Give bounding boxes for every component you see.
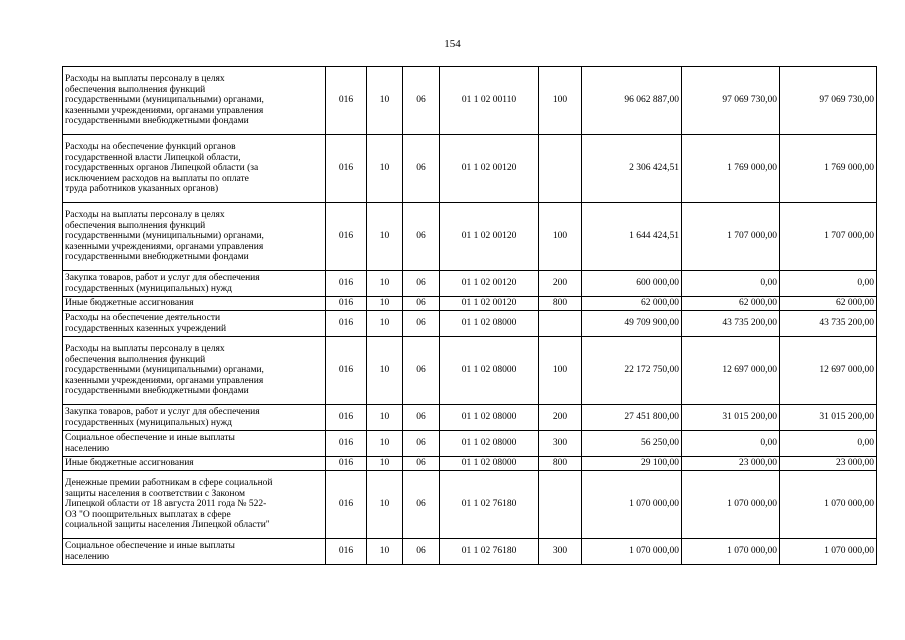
amount-year1-cell: 22 172 750,00 — [582, 337, 682, 405]
budget-table — [62, 66, 877, 565]
expense-name-cell — [63, 297, 326, 311]
section-code-cell: 10 — [367, 431, 403, 457]
expense-name-line: государственными внебюджетными фондами — [65, 252, 249, 263]
amount-year3-cell: 0,00 — [780, 271, 877, 297]
expense-name-line: Закупка товаров, работ и услуг для обеспечения — [65, 272, 260, 283]
subsection-code-cell: 06 — [403, 135, 440, 203]
ministry-code-cell: 016 — [326, 203, 367, 271]
expense-name-cell — [63, 67, 326, 135]
ministry-code-cell: 016 — [326, 431, 367, 457]
amount-year1-cell: 62 000,00 — [582, 297, 682, 311]
expense-type-cell: 200 — [539, 405, 582, 431]
expense-name-line: Иные бюджетные ассигнования — [65, 458, 194, 469]
section-code-cell: 10 — [367, 135, 403, 203]
target-article-cell: 01 1 02 08000 — [440, 311, 539, 337]
expense-name-line: Расходы на выплаты персоналу в целях — [65, 74, 225, 85]
amount-year3-cell: 43 735 200,00 — [780, 311, 877, 337]
expense-name-cell — [63, 337, 326, 405]
expense-name-line: исключением расходов на выплаты по оплате — [65, 173, 249, 184]
target-article-cell: 01 1 02 00120 — [440, 271, 539, 297]
amount-year2-cell: 1 707 000,00 — [682, 203, 780, 271]
subsection-code-cell: 06 — [403, 431, 440, 457]
expense-type-cell: 800 — [539, 297, 582, 311]
expense-type-cell — [539, 311, 582, 337]
expense-name-line: Расходы на обеспечение функций органов — [65, 142, 236, 153]
expense-name-line: населению — [65, 443, 110, 454]
amount-year1-cell: 27 451 800,00 — [582, 405, 682, 431]
target-article-cell: 01 1 02 00120 — [440, 135, 539, 203]
amount-year3-cell: 31 015 200,00 — [780, 405, 877, 431]
section-code-cell: 10 — [367, 203, 403, 271]
expense-name-line: Денежные премии работникам в сфере социальной — [65, 478, 273, 489]
expense-name-line: государственных (муниципальных) нужд — [65, 417, 232, 428]
amount-year3-cell: 1 707 000,00 — [780, 203, 877, 271]
expense-name-line: обеспечения выполнения функций — [65, 220, 206, 231]
subsection-code-cell: 06 — [403, 311, 440, 337]
target-article-cell: 01 1 02 08000 — [440, 457, 539, 471]
section-code-cell: 10 — [367, 67, 403, 135]
ministry-code-cell: 016 — [326, 297, 367, 311]
ministry-code-cell: 016 — [326, 539, 367, 565]
amount-year2-cell: 31 015 200,00 — [682, 405, 780, 431]
expense-name-line: Расходы на обеспечение деятельности — [65, 312, 221, 323]
ministry-code-cell: 016 — [326, 337, 367, 405]
amount-year3-cell: 62 000,00 — [780, 297, 877, 311]
amount-year2-cell: 97 069 730,00 — [682, 67, 780, 135]
expense-type-cell: 800 — [539, 457, 582, 471]
amount-year3-cell: 1 769 000,00 — [780, 135, 877, 203]
expense-name-line: труда работников указанных органов) — [65, 184, 219, 195]
expense-name-cell — [63, 539, 326, 565]
expense-name-line: государственными (муниципальными) органами, — [65, 365, 264, 376]
amount-year1-cell: 2 306 424,51 — [582, 135, 682, 203]
expense-type-cell — [539, 135, 582, 203]
section-code-cell: 10 — [367, 271, 403, 297]
expense-type-cell: 100 — [539, 67, 582, 135]
expense-name-line: защиты населения в соответствии с Законом — [65, 488, 246, 499]
table-row — [63, 457, 877, 471]
expense-name-cell — [63, 405, 326, 431]
ministry-code-cell: 016 — [326, 405, 367, 431]
ministry-code-cell: 016 — [326, 471, 367, 539]
amount-year3-cell: 97 069 730,00 — [780, 67, 877, 135]
section-code-cell: 10 — [367, 457, 403, 471]
section-code-cell: 10 — [367, 471, 403, 539]
expense-name-line: государственными (муниципальными) органами, — [65, 95, 264, 106]
amount-year1-cell: 29 100,00 — [582, 457, 682, 471]
expense-name-line: государственных (муниципальных) нужд — [65, 283, 232, 294]
expense-name-cell — [63, 431, 326, 457]
expense-type-cell: 100 — [539, 203, 582, 271]
ministry-code-cell: 016 — [326, 457, 367, 471]
table-row — [63, 67, 877, 135]
target-article-cell: 01 1 02 00120 — [440, 297, 539, 311]
section-code-cell: 10 — [367, 337, 403, 405]
table-row — [63, 471, 877, 539]
amount-year1-cell: 1 070 000,00 — [582, 471, 682, 539]
target-article-cell: 01 1 02 08000 — [440, 431, 539, 457]
expense-type-cell: 300 — [539, 431, 582, 457]
target-article-cell: 01 1 02 08000 — [440, 405, 539, 431]
target-article-cell: 01 1 02 08000 — [440, 337, 539, 405]
expense-name-line: казенными учреждениями, органами управления — [65, 105, 264, 116]
expense-name-line: ОЗ "О поощрительных выплатах в сфере — [65, 509, 231, 520]
section-code-cell: 10 — [367, 405, 403, 431]
expense-name-cell — [63, 203, 326, 271]
subsection-code-cell: 06 — [403, 405, 440, 431]
amount-year2-cell: 1 070 000,00 — [682, 539, 780, 565]
target-article-cell: 01 1 02 00120 — [440, 203, 539, 271]
target-article-cell: 01 1 02 76180 — [440, 539, 539, 565]
amount-year1-cell: 1 644 424,51 — [582, 203, 682, 271]
table-row — [63, 297, 877, 311]
subsection-code-cell: 06 — [403, 337, 440, 405]
amount-year3-cell: 0,00 — [780, 431, 877, 457]
expense-name-line: государственных органов Липецкой области (за — [65, 163, 259, 174]
expense-name-line: Липецкой области от 18 августа 2011 года № 522- — [65, 499, 267, 510]
expense-name-line: государственными внебюджетными фондами — [65, 386, 249, 397]
expense-name-line: казенными учреждениями, органами управления — [65, 375, 264, 386]
table-row — [63, 337, 877, 405]
table-row — [63, 431, 877, 457]
table-row — [63, 539, 877, 565]
subsection-code-cell: 06 — [403, 471, 440, 539]
expense-name-cell — [63, 471, 326, 539]
expense-name-line: населению — [65, 551, 110, 562]
ministry-code-cell: 016 — [326, 271, 367, 297]
table-body — [63, 67, 877, 565]
amount-year3-cell: 23 000,00 — [780, 457, 877, 471]
expense-name-line: государственной власти Липецкой области, — [65, 152, 241, 163]
expense-name-line: казенными учреждениями, органами управления — [65, 241, 264, 252]
expense-name-cell — [63, 311, 326, 337]
target-article-cell: 01 1 02 00110 — [440, 67, 539, 135]
expense-name-cell — [63, 135, 326, 203]
expense-name-line: Закупка товаров, работ и услуг для обеспечения — [65, 406, 260, 417]
subsection-code-cell: 06 — [403, 457, 440, 471]
amount-year3-cell: 1 070 000,00 — [780, 539, 877, 565]
expense-name-line: социальной защиты населения Липецкой области" — [65, 520, 270, 531]
page-number: 154 — [444, 38, 461, 50]
section-code-cell: 10 — [367, 297, 403, 311]
section-code-cell: 10 — [367, 539, 403, 565]
expense-name-line: обеспечения выполнения функций — [65, 84, 206, 95]
amount-year1-cell: 96 062 887,00 — [582, 67, 682, 135]
amount-year2-cell: 0,00 — [682, 431, 780, 457]
amount-year2-cell: 43 735 200,00 — [682, 311, 780, 337]
expense-name-line: государственных казенных учреждений — [65, 323, 227, 334]
amount-year1-cell: 1 070 000,00 — [582, 539, 682, 565]
subsection-code-cell: 06 — [403, 203, 440, 271]
table-row — [63, 405, 877, 431]
expense-type-cell: 200 — [539, 271, 582, 297]
expense-name-line: Расходы на выплаты персоналу в целях — [65, 344, 225, 355]
expense-type-cell — [539, 471, 582, 539]
subsection-code-cell: 06 — [403, 539, 440, 565]
expense-name-line: государственными внебюджетными фондами — [65, 116, 249, 127]
amount-year2-cell: 0,00 — [682, 271, 780, 297]
section-code-cell: 10 — [367, 311, 403, 337]
expense-type-cell: 100 — [539, 337, 582, 405]
table-row — [63, 311, 877, 337]
expense-name-line: Расходы на выплаты персоналу в целях — [65, 210, 225, 221]
target-article-cell: 01 1 02 76180 — [440, 471, 539, 539]
amount-year2-cell: 62 000,00 — [682, 297, 780, 311]
amount-year1-cell: 49 709 900,00 — [582, 311, 682, 337]
subsection-code-cell: 06 — [403, 297, 440, 311]
expense-name-cell — [63, 457, 326, 471]
table-row — [63, 135, 877, 203]
expense-name-line: государственными (муниципальными) органами, — [65, 231, 264, 242]
amount-year3-cell: 12 697 000,00 — [780, 337, 877, 405]
ministry-code-cell: 016 — [326, 67, 367, 135]
table-row — [63, 203, 877, 271]
expense-name-line: обеспечения выполнения функций — [65, 354, 206, 365]
expense-type-cell: 300 — [539, 539, 582, 565]
amount-year2-cell: 1 070 000,00 — [682, 471, 780, 539]
amount-year1-cell: 600 000,00 — [582, 271, 682, 297]
table-row — [63, 271, 877, 297]
amount-year1-cell: 56 250,00 — [582, 431, 682, 457]
amount-year2-cell: 23 000,00 — [682, 457, 780, 471]
ministry-code-cell: 016 — [326, 311, 367, 337]
expense-name-cell — [63, 271, 326, 297]
expense-name-line: Социальное обеспечение и иные выплаты — [65, 540, 235, 551]
ministry-code-cell: 016 — [326, 135, 367, 203]
expense-name-line: Иные бюджетные ассигнования — [65, 298, 194, 309]
amount-year3-cell: 1 070 000,00 — [780, 471, 877, 539]
expense-name-line: Социальное обеспечение и иные выплаты — [65, 432, 235, 443]
amount-year2-cell: 12 697 000,00 — [682, 337, 780, 405]
amount-year2-cell: 1 769 000,00 — [682, 135, 780, 203]
subsection-code-cell: 06 — [403, 67, 440, 135]
subsection-code-cell: 06 — [403, 271, 440, 297]
